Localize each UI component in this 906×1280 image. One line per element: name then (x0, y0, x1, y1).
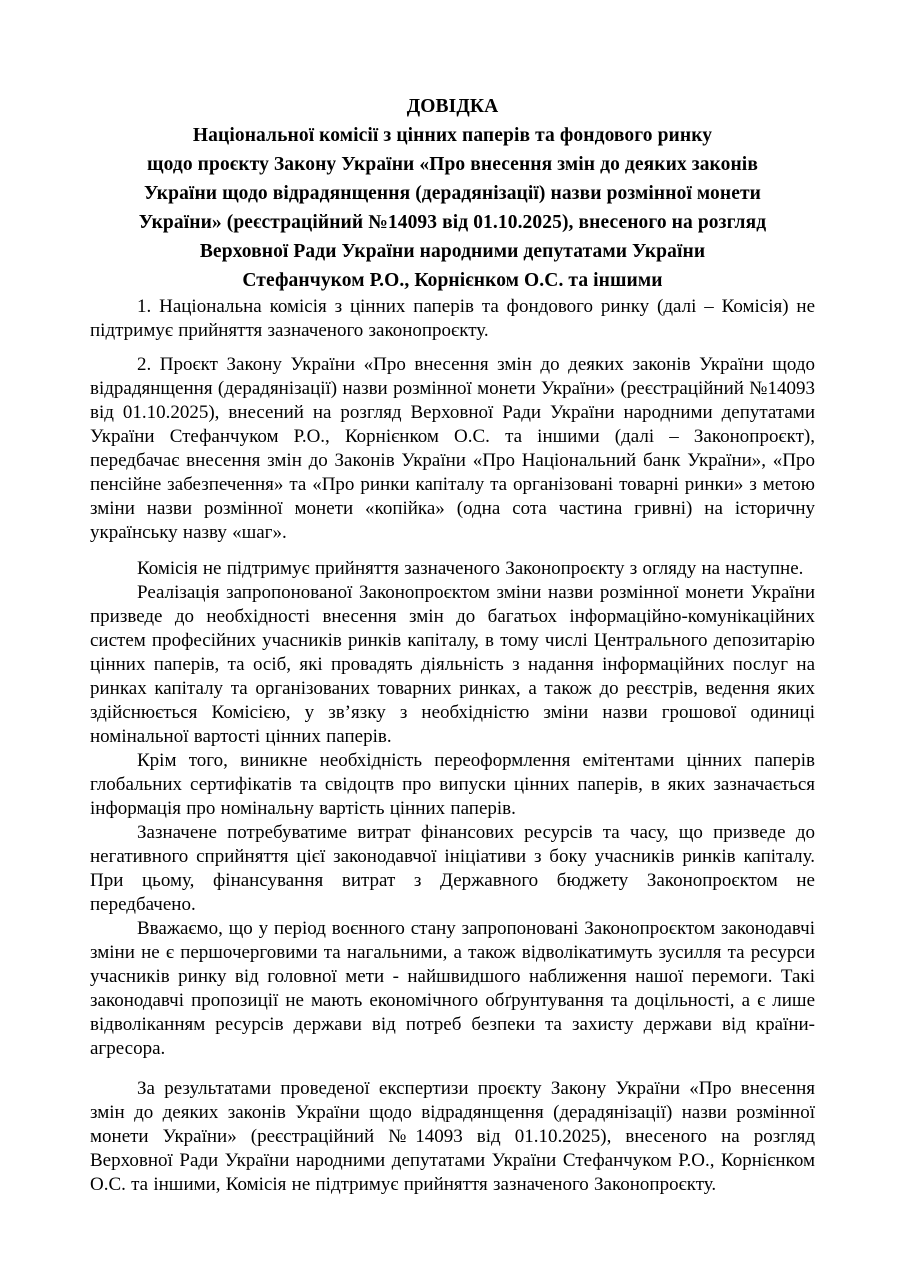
heading-line-registration: України» (реєстраційний №14093 від 01.10.2025), внесеного на розгляд (138, 212, 767, 233)
heading-line-deputies: Стефанчуком Р.О., Корнієнком О.С. та іншими (242, 270, 663, 291)
heading-line-doc-type: ДОВІДКА (406, 96, 499, 117)
paragraph-6-financial-costs: Зазначене потребуватиме витрат фінансових ресурсів та часу, що призведе до негативного сприйняття цієї законодавчої ініціативи з боку учасників ринків капіталу. При цьому, фінансування витрат з Державного бюджету Законопроєктом не передбачено. (90, 822, 815, 915)
heading-line-parliament: Верховної Ради України народними депутатами України (199, 241, 706, 262)
paragraph-5-certificates-reissue: Крім того, виникне необхідність переоформлення емітентами цінних паперів глобальних сертифікатів та свідоцтв про випуски цінних паперів, в яких зазначається інформація про номінальну вартість цінних паперів. (90, 750, 815, 819)
paragraph-2-draft-law-description: 2. Проєкт Закону України «Про внесення змін до деяких законів України щодо відрадянщення (дерадянізації) назви розмінної монети України» (реєстраційний №14093 від 01.10.2025), внесений на розгляд Верховної Ради України народними депутатами України Стефанчуком Р.О., Корнієнком О.С. та іншими (далі – Законопроєкт), передбачає внесення змін до Законів України «Про Національний банк України», «Про пенсійне забезпечення» та «Про ринки капіталу та організовані товарні ринки» з метою зміни назви розмінної монети «копійка» (одна сота частина гривні) на історичну українську назву «шаг». (90, 354, 815, 543)
heading-line-law-subject-1: щодо проєкту Закону України «Про внесення змін до деяких законів (147, 154, 758, 175)
paragraph-4-implementation-impact: Реалізація запропонованої Законопроєктом зміни назви розмінної монети України призведе до необхідності внесення змін до багатьох інформаційно-комунікаційних систем професійних учасників ринків капіталу, в тому числі Центрального депозитарію цінних паперів, та осіб, які провадять діяльність з надання інформаційних послуг на ринках капіталу та організованих товарних ринках, а також до реєстрів, ведення яких здійснюється Комісією, у зв’язку з необхідністю зміни назви грошової одиниці номінальної вартості цінних паперів. (90, 582, 815, 747)
paragraph-7-wartime-priorities: Вважаємо, що у період воєнного стану запропоновані Законопроєктом законодавчі зміни не є першочерговими та нагальними, а також відволікатимуть зусилля та ресурси учасників ринку від головної мети - найшвидшого наближення нашої перемоги. Такі законодавчі пропозиції не мають економічного обґрунтування та доцільності, а є лише відволіканням ресурсів держави від потреб безпеки та захисту держави від країни-агресора. (90, 918, 815, 1059)
paragraph-3-non-support-statement: Комісія не підтримує прийняття зазначеного Законопроєкту з огляду на наступне. (137, 558, 804, 579)
document-body (90, 295, 815, 1197)
document-heading (90, 92, 815, 295)
paragraph-8-conclusion: За результатами проведеної експертизи проєкту Закону України «Про внесення змін до деяких законів України щодо відрадянщення (дерадянізації) назви розмінної монети України» (реєстраційний №14093 від 01.10.2025), внесеного на розгляд Верховної Ради України народними депутатами України Стефанчуком Р.О., Корнієнком О.С. та іншими, Комісія не підтримує прийняття зазначеного Законопроєкту. (90, 1078, 815, 1195)
heading-line-commission: Національної комісії з цінних паперів та фондового ринку (192, 125, 713, 146)
paragraph-1-position: 1. Національна комісія з цінних паперів та фондового ринку (далі – Комісія) не підтримує прийняття зазначеного законопроєкту. (90, 296, 815, 341)
heading-line-law-subject-2: України щодо відрадянщення (дерадянізації) назви розмінної монети (143, 183, 762, 204)
